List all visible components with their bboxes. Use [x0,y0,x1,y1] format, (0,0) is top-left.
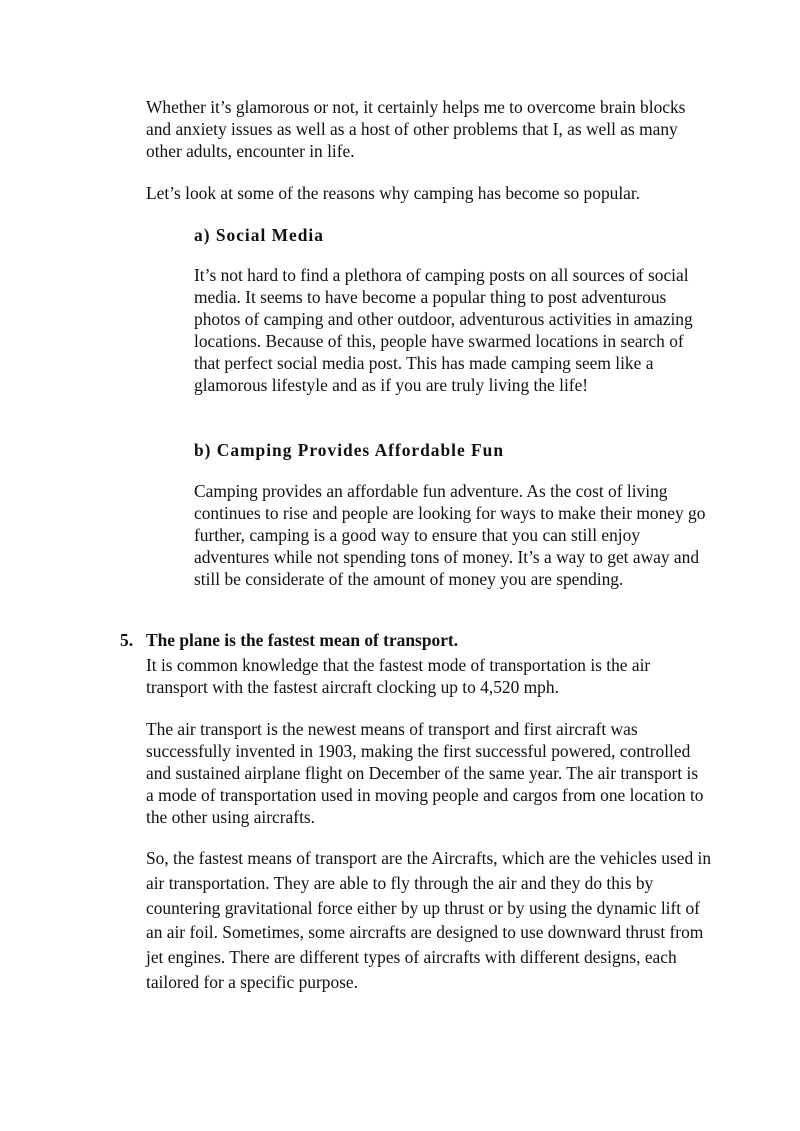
affordable-fun-paragraph: Camping provides an affordable fun adventure. As the cost of living continues to rise and people are looking for ways to make their money go further, camping is a good way to ensure that you can still enjoy adventures while not spending tons of money. It’s a way to get away and still be considerate of the amount of money you are spending. [194,481,706,589]
intro-paragraph-2: Let’s look at some of the reasons why camping has become so popular. [146,183,641,203]
section-5-paragraph-1: It is common knowledge that the fastest mode of transportation is the air transport with the fastest aircraft clocking up to 4,520 mph. [146,655,651,697]
section-5-heading [120,629,458,651]
section-5-number: 5. [120,630,134,650]
subheading-affordable-fun: b) Camping Provides Affordable Fun [194,440,505,460]
subheading-social-media: a) Social Media [194,225,324,245]
section-5-paragraph-3: So, the fastest means of transport are the Aircrafts, which are the vehicles used in air transportation. They are able to fly through the air and they do this by countering gravitational force either by up thrust or by using the dynamic lift of an air foil. Sometimes, some aircrafts are designed to use downward thrust from jet engines. There are different types of aircrafts with different designs, each tailored for a specific purpose. [146,848,712,992]
intro-paragraph-1: Whether it’s glamorous or not, it certainly helps me to overcome brain blocks and anxiety issues as well as a host of other problems that I, as well as many other adults, encounter in life. [146,97,686,161]
social-media-paragraph: It’s not hard to find a plethora of camping posts on all sources of social media. It seems to have become a popular thing to post adventurous photos of camping and other outdoor, adventurous activities in amazing locations. Because of this, people have swarmed locations in search of that perfect social media post. This has made camping seem like a glamorous lifestyle and as if you are truly living the life! [194,265,693,395]
section-5-title: The plane is the fastest mean of transport. [146,630,459,650]
section-5-paragraph-2: The air transport is the newest means of transport and first aircraft was successfully invented in 1903, making the first successful powered, controlled and sustained airplane flight on December of the same year. The air transport is a mode of transportation used in moving people and cargos from one location to the other using aircrafts. [146,719,704,827]
